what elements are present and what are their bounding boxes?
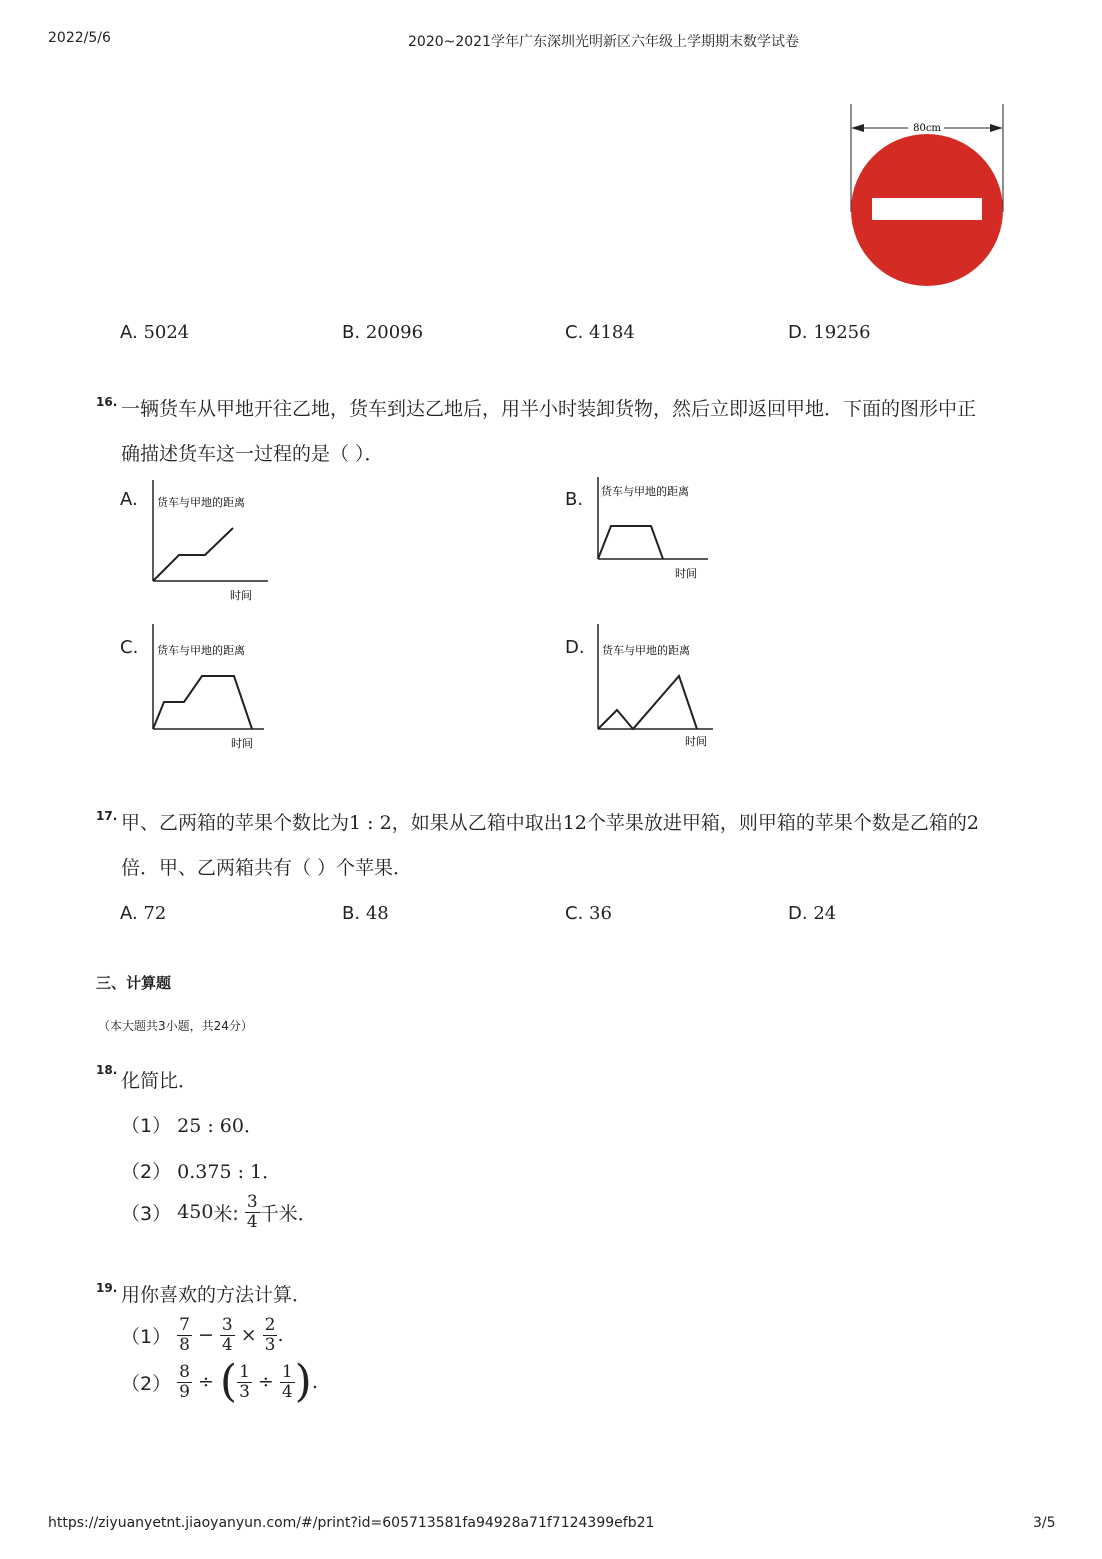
q17-option-a[interactable]: A. 72 <box>120 903 167 924</box>
y-axis-label: 货车与甲地的距离 <box>157 644 245 657</box>
q16-option-d-label[interactable]: D. <box>565 637 585 658</box>
q16-graph-b[interactable] <box>595 475 715 585</box>
q17-number: 17. <box>96 809 118 823</box>
x-axis-label: 时间 <box>231 737 253 750</box>
fraction: $\frac{7}{8}$ <box>179 1315 190 1355</box>
footer-url[interactable]: https://ziyuanyetnt.jiaoyanyun.com/#/print?id=605713581fa94928a71f7124399efb21 <box>48 1515 655 1531</box>
arrow-left-icon <box>851 124 864 132</box>
fraction: $\frac{1}{3}$ <box>239 1361 250 1402</box>
q17-option-b[interactable]: B. 48 <box>342 903 389 924</box>
graph-line <box>598 526 663 559</box>
fraction: $\frac{8}{9}$ <box>179 1361 190 1402</box>
q15-option-a[interactable]: A. 5024 <box>120 322 190 343</box>
q16-graph-c[interactable] <box>150 622 275 752</box>
x-axis-label: 时间 <box>230 589 252 602</box>
q18-item-2: （2） 0.375 : 1． <box>121 1161 282 1183</box>
footer-page-number: 3/5 <box>1033 1515 1056 1531</box>
q17-text-line2: 倍．甲、乙两箱共有（ ）个苹果． <box>121 857 413 879</box>
q18-prompt: 化简比． <box>121 1070 198 1092</box>
q16-graph-a[interactable] <box>150 475 275 605</box>
q16-text-line1: 一辆货车从甲地开往乙地，货车到达乙地后，用半小时装卸货物，然后立即返回甲地．下面的图形中正 <box>121 398 977 420</box>
q15-option-b[interactable]: B. 20096 <box>342 322 424 343</box>
q16-graph-d[interactable] <box>595 622 720 752</box>
right-paren: ) <box>294 1356 312 1407</box>
arrow-right-icon <box>990 124 1003 132</box>
q17-text-line1: 甲、乙两箱的苹果个数比为1 : 2，如果从乙箱中取出12个苹果放进甲箱，则甲箱的苹果个数是乙箱的2 <box>121 812 979 834</box>
graph-line <box>153 528 233 581</box>
q19-item-2: （2） $\frac{8}{9}$ ÷ ( $\frac{1}{3}$ ÷ $\frac{1}{4}$ ) . <box>121 1356 318 1407</box>
q17-option-d[interactable]: D. 24 <box>788 903 837 924</box>
graph-line <box>153 676 252 729</box>
fraction: $\frac{2}{3}$ <box>264 1315 276 1355</box>
left-paren: ( <box>219 1356 238 1407</box>
dimension-label: 80cm <box>913 123 941 134</box>
q16-text-line2: 确描述货车这一过程的是（ ）． <box>121 443 384 465</box>
q18-item-1: （1） 25 : 60． <box>121 1115 263 1137</box>
q16-option-b-label[interactable]: B. <box>565 489 584 510</box>
q19-prompt: 用你喜欢的方法计算． <box>121 1284 312 1306</box>
q19-item-1: （1） $\frac{7}{8}$ − $\frac{3}{4}$ × $\frac{2}{3}$ . <box>121 1315 284 1355</box>
q15-option-c[interactable]: C. 4184 <box>565 322 635 343</box>
q17-option-c[interactable]: C. 36 <box>565 903 612 924</box>
q15-option-d[interactable]: D. 19256 <box>788 322 871 343</box>
y-axis-label: 货车与甲地的距离 <box>602 644 690 657</box>
header-date: 2022/5/6 <box>48 30 111 46</box>
no-entry-sign-figure <box>840 100 1015 295</box>
fraction: $\frac{3}{4}$ <box>246 1192 258 1232</box>
section-title: 三、计算题 <box>96 974 172 992</box>
q16-number: 16. <box>96 395 118 409</box>
q16-option-c-label[interactable]: C. <box>120 637 139 658</box>
x-axis-label: 时间 <box>685 735 707 748</box>
y-axis-label: 货车与甲地的距离 <box>601 485 689 498</box>
q19-number: 19. <box>96 1281 118 1295</box>
x-axis-label: 时间 <box>675 567 697 580</box>
y-axis-label: 货车与甲地的距离 <box>157 496 245 509</box>
graph-line <box>598 676 697 729</box>
sign-bar <box>872 198 982 220</box>
header-title: 2020~2021学年广东深圳光明新区六年级上学期期末数学试卷 <box>408 34 799 50</box>
fraction: $\frac{3}{4}$ <box>221 1315 233 1355</box>
q18-item-3: （3） 450 米: $\frac{3}{4}$ 千米． <box>121 1192 317 1232</box>
q16-option-a-label[interactable]: A. <box>120 489 138 510</box>
q18-number: 18. <box>96 1063 118 1077</box>
section-note: （本大题共3小题，共24分） <box>98 1019 253 1033</box>
fraction: $\frac{1}{4}$ <box>281 1361 293 1402</box>
